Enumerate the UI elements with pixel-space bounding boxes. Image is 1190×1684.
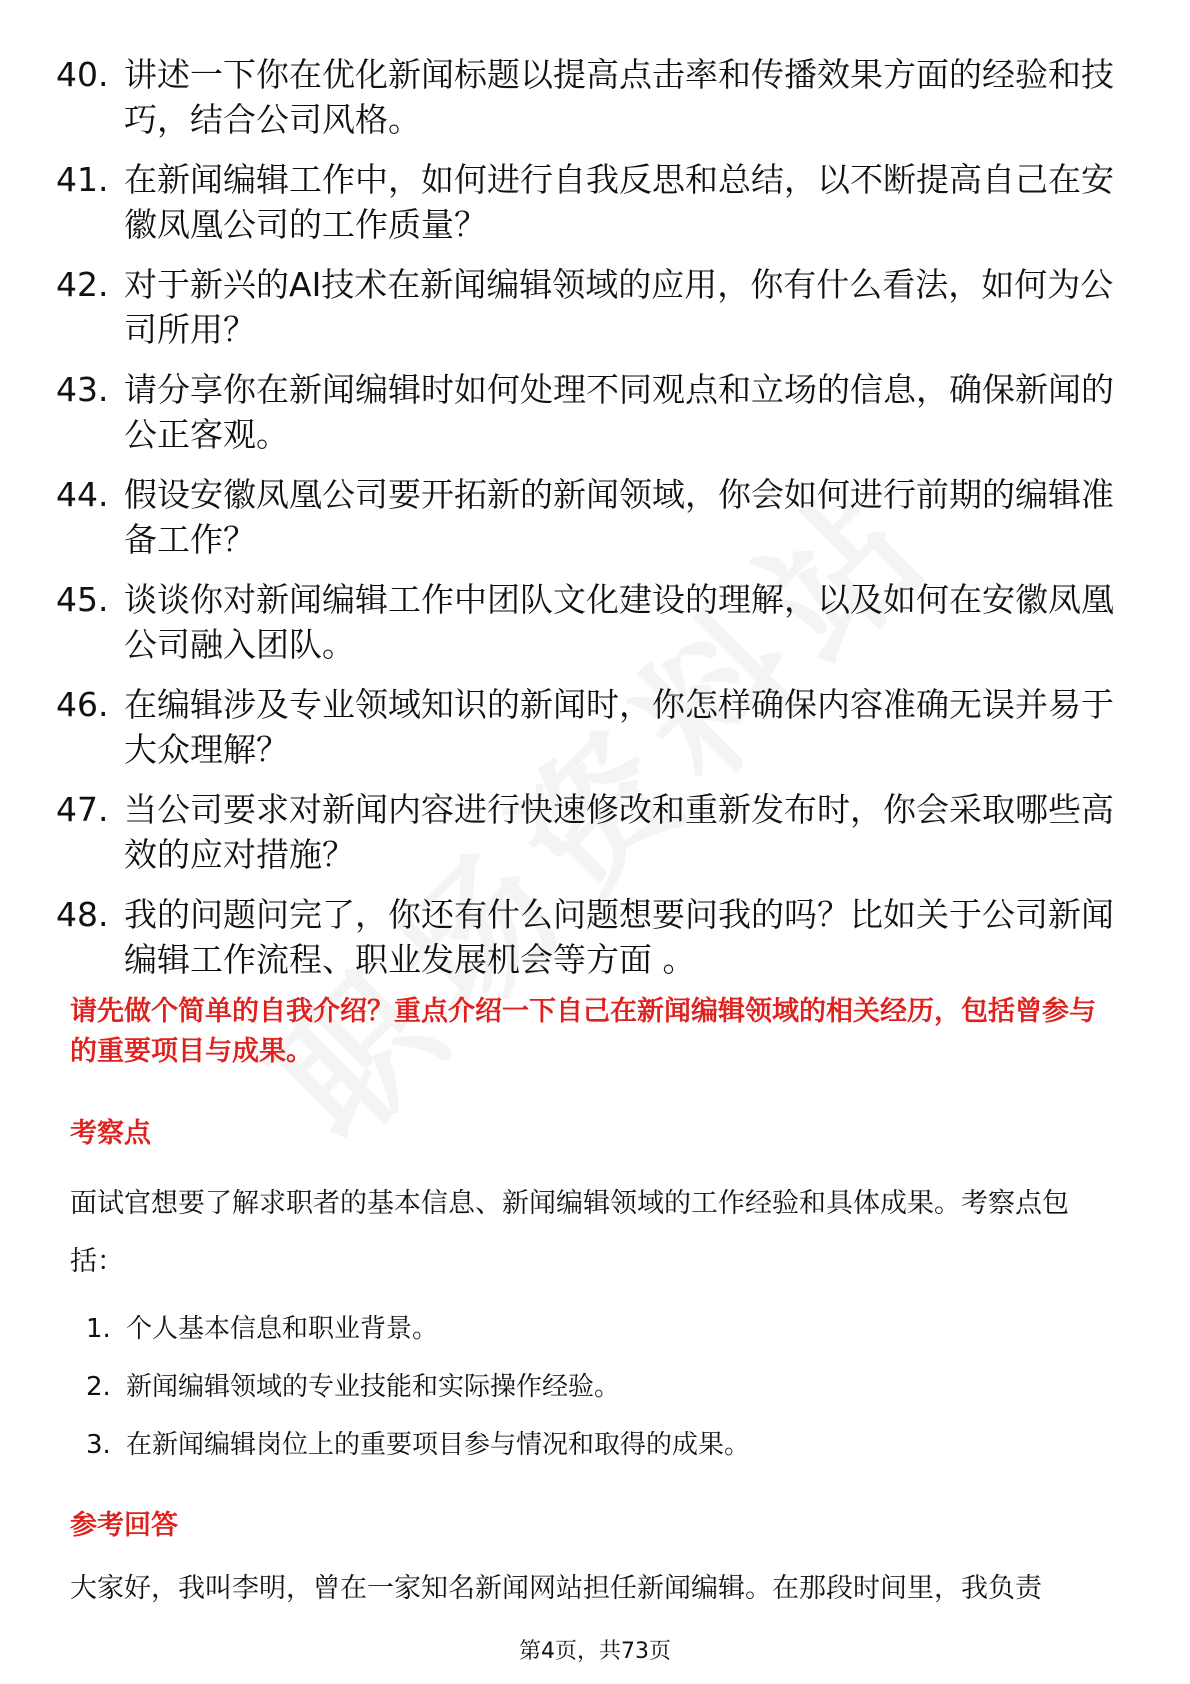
question-text: 在新闻编辑工作中，如何进行自我反思和总结，以不断提高自己在安徽凤凰公司的工作质量？	[124, 160, 1114, 244]
question-number: 40.	[56, 55, 109, 94]
question-text: 我的问题问完了，你还有什么问题想要问我的吗？比如关于公司新闻编辑工作流程、职业发展机会等方面 。	[124, 895, 1114, 979]
point-text: 在新闻编辑岗位上的重要项目参与情况和取得的成果。	[126, 1430, 751, 1460]
question-text: 在编辑涉及专业领域知识的新闻时，你怎样确保内容准确无误并易于大众理解？	[124, 685, 1114, 769]
list-item	[86, 1311, 750, 1347]
question-number: 48.	[56, 895, 109, 934]
list-item	[56, 892, 1116, 982]
question-number: 44.	[56, 475, 109, 514]
list-item	[56, 367, 1116, 457]
question-list	[56, 52, 1116, 997]
list-item	[56, 787, 1116, 877]
question-text: 请分享你在新闻编辑时如何处理不同观点和立场的信息，确保新闻的公正客观。	[124, 370, 1114, 454]
list-item	[86, 1369, 750, 1405]
question-number: 45.	[56, 580, 109, 619]
exam-intro: 面试官想要了解求职者的基本信息、新闻编辑领域的工作经验和具体成果。考察点包括：	[70, 1188, 1069, 1277]
question-number: 47.	[56, 790, 109, 829]
point-number: 1.	[86, 1314, 111, 1344]
point-text: 个人基本信息和职业背景。	[126, 1314, 439, 1344]
question-text: 谈谈你对新闻编辑工作中团队文化建设的理解，以及如何在安徽凤凰公司融入团队。	[124, 580, 1114, 664]
question-text: 讲述一下你在优化新闻标题以提高点击率和传播效果方面的经验和技巧，结合公司风格。	[124, 55, 1114, 139]
list-item	[56, 157, 1116, 247]
answer-text: 大家好，我叫李明，曾在一家知名新闻网站担任新闻编辑。在那段时间里，我负责	[70, 1573, 1042, 1604]
list-item	[56, 262, 1116, 352]
question-text: 对于新兴的AI技术在新闻编辑领域的应用，你有什么看法，如何为公司所用？	[124, 265, 1114, 349]
question-number: 41.	[56, 160, 109, 199]
exam-heading: 考察点	[70, 1118, 151, 1149]
answer-heading: 参考回答	[70, 1510, 178, 1541]
point-text: 新闻编辑领域的专业技能和实际操作经验。	[126, 1372, 621, 1402]
question-text: 假设安徽凤凰公司要开拓新的新闻领域，你会如何进行前期的编辑准备工作？	[124, 475, 1114, 559]
question-number: 43.	[56, 370, 109, 409]
question-number: 46.	[56, 685, 109, 724]
point-number: 2.	[86, 1372, 111, 1402]
list-item	[86, 1427, 750, 1463]
list-item	[56, 52, 1116, 142]
exam-point-list	[86, 1311, 750, 1485]
question-text: 当公司要求对新闻内容进行快速修改和重新发布时，你会采取哪些高效的应对措施？	[124, 790, 1114, 874]
point-number: 3.	[86, 1430, 111, 1460]
question-number: 42.	[56, 265, 109, 304]
list-item	[56, 682, 1116, 772]
page-footer: 第4页，共73页	[519, 1639, 671, 1664]
highlight-question: 请先做个简单的自我介绍？重点介绍一下自己在新闻编辑领域的相关经历，包括曾参与的重要项目与成果。	[70, 996, 1096, 1067]
list-item	[56, 577, 1116, 667]
list-item	[56, 472, 1116, 562]
